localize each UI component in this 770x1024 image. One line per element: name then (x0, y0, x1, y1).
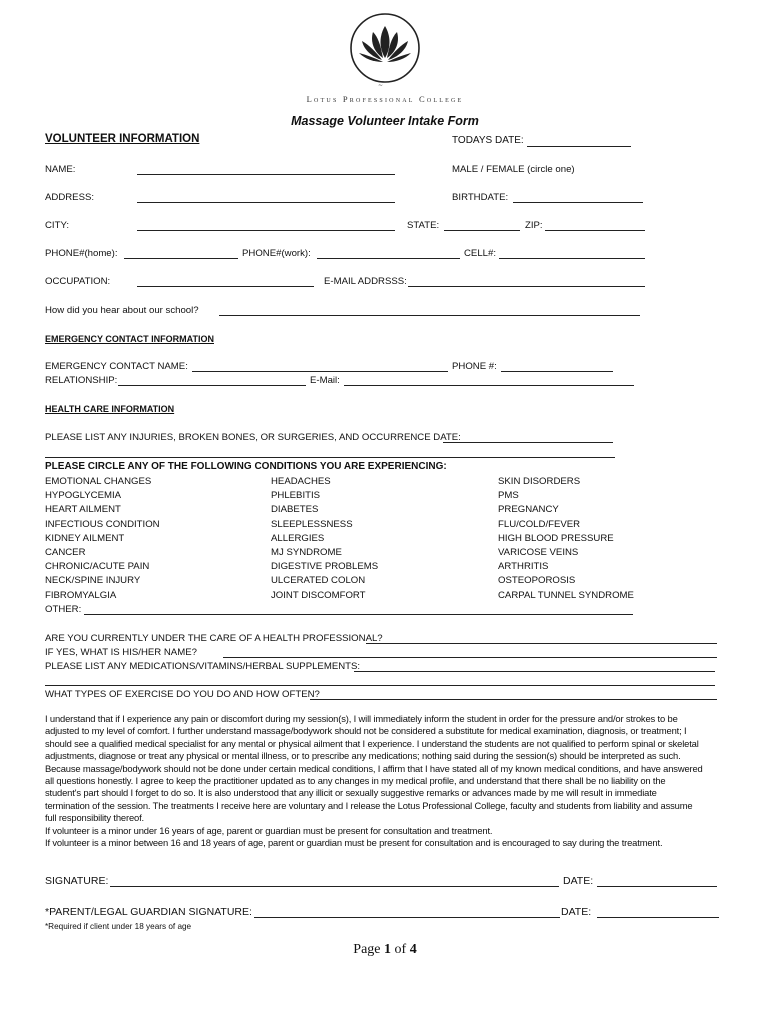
signature-field[interactable] (110, 886, 559, 887)
statement-line: If volunteer is a minor under 16 years of age, parent or guardian must be present for consultation and treatment. (45, 824, 493, 836)
meds-field-1[interactable] (354, 671, 715, 672)
meds-field-2[interactable] (45, 685, 715, 686)
signature-label: SIGNATURE: (45, 875, 109, 887)
other-field[interactable] (84, 614, 633, 615)
condition-item: SLEEPLESSNESS (271, 518, 353, 530)
emergency-heading: EMERGENCY CONTACT INFORMATION (45, 334, 214, 344)
statement-line: If volunteer is a minor between 16 and 18 years of age, parent or guardian must be present for consultation and is encouraged to say during the treatment. (45, 837, 663, 849)
occupation-field[interactable] (137, 286, 314, 287)
phone-home-label: PHONE#(home): (45, 248, 118, 259)
condition-item: INFECTIOUS CONDITION (45, 518, 160, 530)
condition-item: SKIN DISORDERS (498, 476, 581, 487)
condition-item: EMOTIONAL CHANGES (45, 476, 152, 487)
injuries-field-2[interactable] (45, 457, 615, 458)
condition-item: VARICOSE VEINS (498, 547, 579, 559)
condition-item: DIGESTIVE PROBLEMS (271, 561, 379, 573)
zip-label: ZIP: (525, 220, 543, 231)
page-total: 4 (409, 942, 417, 957)
condition-item: OSTEOPOROSIS (498, 575, 576, 587)
state-field[interactable] (444, 230, 520, 231)
guardian-date-label: DATE: (561, 906, 592, 918)
college-name: Lotus Professional College (306, 94, 464, 104)
condition-item: ALLERGIES (271, 532, 325, 544)
state-label: STATE: (407, 220, 440, 231)
statement-line: Because massage/bodywork should not be done under certain medical conditions, I affirm that I have stated all of my known medical conditions, and have answered (45, 762, 703, 774)
injuries-label: PLEASE LIST ANY INJURIES, BROKEN BONES, OR SURGERIES, AND OCCURRENCE DATE: (45, 432, 461, 443)
lotus-flower-icon (345, 8, 425, 88)
condition-item: NECK/SPINE INJURY (45, 575, 141, 587)
page-of: of (394, 942, 407, 957)
exercise-field[interactable] (310, 699, 717, 700)
conditions-heading: PLEASE CIRCLE ANY OF THE FOLLOWING CONDITIONS YOU ARE EXPERIENCING: (45, 461, 447, 472)
todays-date-field[interactable] (527, 146, 631, 147)
release-statement (45, 713, 728, 849)
condition-item: PREGNANCY (498, 504, 559, 516)
signature-date-label: DATE: (563, 875, 594, 887)
health-heading: HEALTH CARE INFORMATION (45, 404, 175, 414)
statement-line: termination of the session. The treatments I receive here are voluntary and I release the Lotus Professional College, faculty and students from liability and assume (45, 799, 693, 811)
guardian-field[interactable] (254, 917, 560, 918)
condition-item: FLU/COLD/FEVER (498, 518, 581, 530)
cell-field[interactable] (499, 258, 645, 259)
phone-home-field[interactable] (124, 258, 238, 259)
emergency-email-field[interactable] (344, 385, 634, 386)
address-field[interactable] (137, 202, 395, 203)
condition-item: HEADACHES (271, 476, 331, 487)
statement-line: student's part should I forget to do so. It is also understood that any illicit or sexually suggestive remarks or advances made by me will result in immediate (45, 787, 657, 799)
care-label: ARE YOU CURRENTLY UNDER THE CARE OF A HEALTH PROFESSIONAL? (45, 633, 383, 644)
statement-line: adjustments, diagnose or treat any physical or mental illness, or to prescribe any medications; nothing said during the session(s) should be interpreted as such. (45, 750, 681, 762)
city-label: CITY: (45, 220, 69, 231)
logo-script: ~ (378, 82, 384, 89)
email-field[interactable] (408, 286, 645, 287)
statement-line: adjusted to my level of comfort. I further understand massage/bodywork should not be considered a substitute for medical examination, diagnosis, or treatment; I (45, 725, 687, 737)
condition-item: JOINT DISCOMFORT (271, 589, 366, 601)
conditions-column-2 (271, 475, 378, 603)
his-her-field[interactable] (223, 657, 717, 658)
heard-label: How did you hear about our school? (45, 305, 199, 316)
emergency-name-field[interactable] (192, 371, 448, 372)
cell-label: CELL#: (464, 248, 496, 259)
condition-item: HEART AILMENT (45, 504, 121, 516)
condition-item: KIDNEY AILMENT (45, 532, 125, 544)
condition-item: CHRONIC/ACUTE PAIN (45, 561, 150, 573)
name-field[interactable] (137, 174, 395, 175)
email-label: E-MAIL ADDRSSS: (324, 276, 407, 287)
statement-line: full responsibility thereof. (45, 812, 144, 824)
his-her-label: IF YES, WHAT IS HIS/HER NAME? (45, 647, 197, 658)
statement-line: should see a qualified medical specialist for any mental or physical ailment that I experience. I understand the students are not qualified to perform spinal or skeletal (45, 737, 699, 749)
heard-field[interactable] (219, 315, 640, 316)
statement-line: all questions honestly. I agree to keep the practitioner updated as to any changes in my medical profile, and understand that there shall be no liability on the (45, 775, 666, 787)
signature-date-field[interactable] (597, 886, 717, 887)
college-logo (345, 8, 425, 88)
page-label: Page (353, 942, 381, 957)
condition-item: HIGH BLOOD PRESSURE (498, 532, 614, 544)
meds-label: PLEASE LIST ANY MEDICATIONS/VITAMINS/HERBAL SUPPLEMENTS: (45, 661, 361, 672)
phone-work-field[interactable] (317, 258, 460, 259)
volunteer-heading: VOLUNTEER INFORMATION (45, 133, 200, 145)
statement-line: I understand that if I experience any pain or discomfort during my session(s), I will immediately inform the student in order for the pressure and/or strokes to be (45, 713, 678, 724)
condition-item: PMS (498, 490, 519, 502)
emergency-name-label: EMERGENCY CONTACT NAME: (45, 361, 188, 372)
relationship-label: RELATIONSHIP: (45, 375, 118, 386)
guardian-label: *PARENT/LEGAL GUARDIAN SIGNATURE: (45, 906, 252, 918)
page-number (0, 942, 770, 958)
condition-item: DIABETES (271, 504, 319, 516)
condition-item: MJ SYNDROME (271, 547, 342, 559)
conditions-column-1 (45, 475, 160, 603)
form-title: Massage Volunteer Intake Form (291, 114, 479, 128)
birthdate-label: BIRTHDATE: (452, 192, 509, 203)
conditions-column-3 (498, 475, 634, 603)
phone-work-label: PHONE#(work): (242, 248, 311, 259)
emergency-email-label: E-Mail: (310, 375, 340, 386)
sex-label: MALE / FEMALE (circle one) (452, 164, 575, 175)
condition-item: ULCERATED COLON (271, 575, 366, 587)
emergency-phone-label: PHONE #: (452, 361, 497, 372)
condition-item: CANCER (45, 547, 86, 559)
guardian-note: *Required if client under 18 years of age (45, 922, 192, 931)
todays-date-label: TODAYS DATE: (452, 135, 524, 146)
zip-field[interactable] (545, 230, 645, 231)
exercise-label: WHAT TYPES OF EXERCISE DO YOU DO AND HOW OFTEN? (45, 689, 320, 700)
name-label: NAME: (45, 164, 76, 175)
occupation-label: OCCUPATION: (45, 276, 111, 287)
condition-item: HYPOGLYCEMIA (45, 490, 122, 502)
care-field[interactable] (366, 643, 717, 644)
condition-item: PHLEBITIS (271, 490, 321, 502)
relationship-field[interactable] (118, 385, 306, 386)
other-label: OTHER: (45, 604, 82, 615)
condition-item: FIBROMYALGIA (45, 589, 117, 601)
condition-item: CARPAL TUNNEL SYNDROME (498, 589, 634, 601)
birthdate-field[interactable] (513, 202, 643, 203)
guardian-date-field[interactable] (597, 917, 719, 918)
page-current: 1 (384, 942, 392, 957)
address-label: ADDRESS: (45, 192, 95, 203)
injuries-field-1[interactable] (443, 442, 613, 443)
emergency-phone-field[interactable] (501, 371, 613, 372)
city-field[interactable] (137, 230, 395, 231)
condition-item: ARTHRITIS (498, 561, 549, 573)
